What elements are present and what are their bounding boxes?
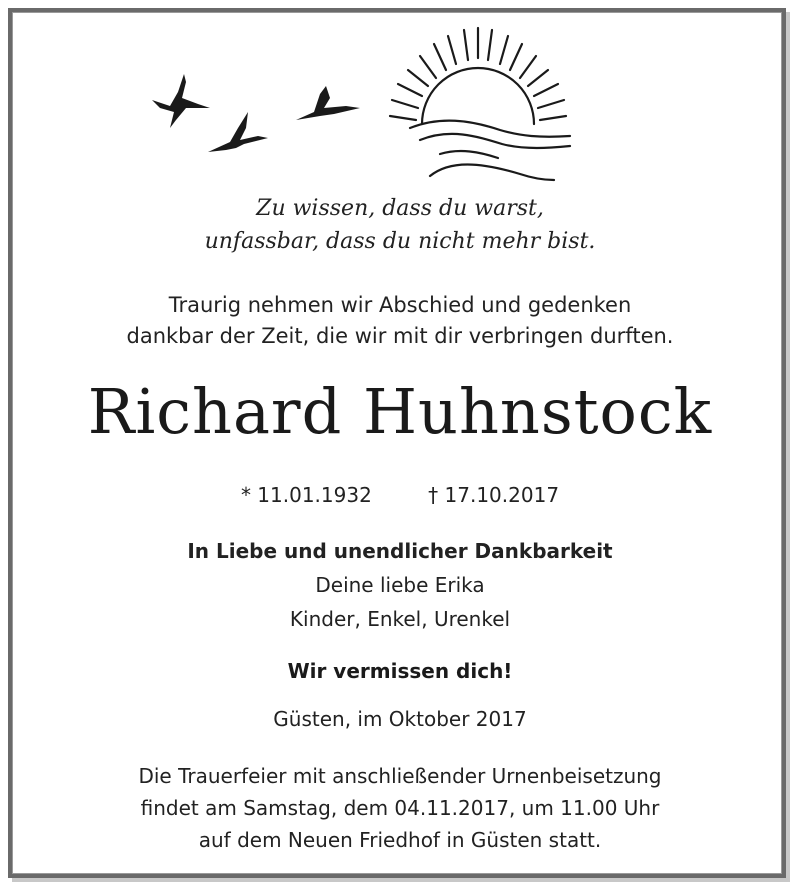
- birth-date: * 11.01.1932: [240, 483, 372, 507]
- mourner-line: Deine liebe Erika: [315, 573, 485, 597]
- ceremony-line: auf dem Neuen Friedhof in Güsten statt.: [198, 828, 602, 852]
- mourner-line: Kinder, Enkel, Urenkel: [289, 607, 511, 631]
- ceremony-line: Die Trauerfeier mit anschließender Urnenbeisetzung: [138, 764, 662, 788]
- memorial-quote: [0, 192, 800, 258]
- mourners-block: [0, 534, 800, 636]
- death-date: † 17.10.2017: [428, 483, 560, 507]
- sun-icon: [390, 28, 566, 124]
- miss-you-line: Wir vermissen dich!: [287, 659, 513, 683]
- bird-icon: [208, 112, 268, 152]
- birds-sunset-illustration: [140, 24, 580, 184]
- farewell-line: Traurig nehmen wir Abschied und gedenken: [168, 293, 632, 317]
- quote-line: unfassbar, dass du nicht mehr bist.: [204, 229, 596, 254]
- ceremony-info: [0, 760, 800, 856]
- quote-line: Zu wissen, dass du warst,: [256, 196, 544, 221]
- hills-icon: [410, 121, 570, 180]
- place-date-line: Güsten, im Oktober 2017: [273, 707, 527, 731]
- farewell-text: [0, 290, 800, 352]
- bird-icon: [152, 74, 210, 128]
- life-dates: [0, 480, 800, 510]
- farewell-line: dankbar der Zeit, die wir mit dir verbringen durften.: [126, 324, 674, 348]
- bird-icon: [296, 86, 360, 120]
- deceased-name: Richard Huhnstock: [87, 375, 713, 448]
- mourners-heading: In Liebe und unendlicher Dankbarkeit: [187, 539, 613, 563]
- ceremony-line: findet am Samstag, dem 04.11.2017, um 11.00 Uhr: [140, 796, 660, 820]
